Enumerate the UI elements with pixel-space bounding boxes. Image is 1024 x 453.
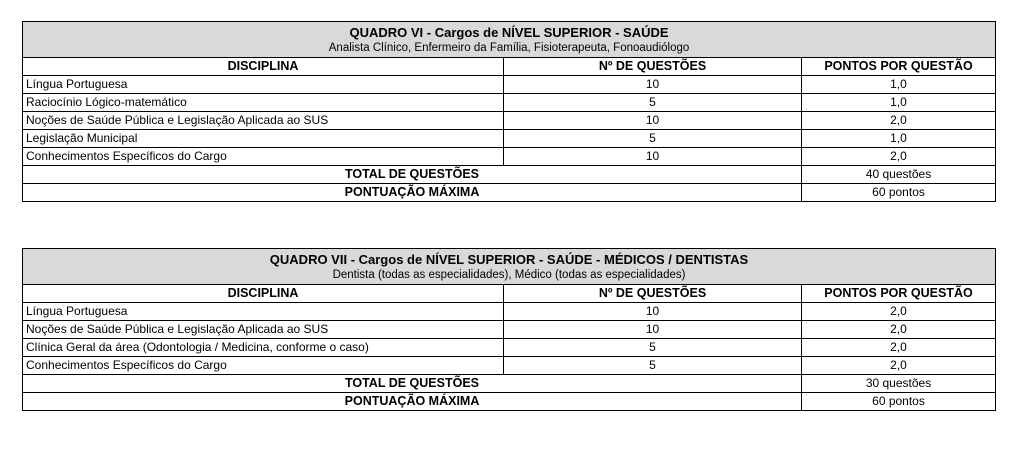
quadro-vii-title-row <box>23 249 996 285</box>
cell-questoes: 5 <box>504 94 802 112</box>
cell-disciplina: Noções de Saúde Pública e Legislação Aplicada ao SUS <box>23 321 504 339</box>
max-value: 60 pontos <box>802 184 996 202</box>
header-questoes: Nº DE QUESTÕES <box>504 285 802 303</box>
quadro-vii-header-row <box>23 285 996 303</box>
max-value: 60 pontos <box>802 393 996 411</box>
max-row <box>23 393 996 411</box>
cell-pontos: 2,0 <box>802 303 996 321</box>
cell-questoes: 10 <box>504 303 802 321</box>
table-row <box>23 357 996 375</box>
header-pontos: PONTOS POR QUESTÃO <box>802 285 996 303</box>
quadro-vii-title-cell <box>23 249 996 285</box>
table-row <box>23 76 996 94</box>
total-value: 40 questões <box>802 166 996 184</box>
quadro-vi-table <box>22 21 996 202</box>
total-value: 30 questões <box>802 375 996 393</box>
table-row <box>23 94 996 112</box>
cell-questoes: 10 <box>504 112 802 130</box>
total-label: TOTAL DE QUESTÕES <box>23 375 802 393</box>
table-row <box>23 339 996 357</box>
quadro-vi-title-cell <box>23 22 996 58</box>
quadro-vi-subtitle: Analista Clínico, Enfermeiro da Família, Fisioterapeuta, Fonoaudiólogo <box>328 41 690 54</box>
max-row <box>23 184 996 202</box>
cell-questoes: 5 <box>504 357 802 375</box>
cell-pontos: 1,0 <box>802 94 996 112</box>
quadro-vii-title: QUADRO VII - Cargos de NÍVEL SUPERIOR - SAÚDE - MÉDICOS / DENTISTAS <box>269 251 749 267</box>
cell-disciplina: Legislação Municipal <box>23 130 504 148</box>
cell-disciplina: Noções de Saúde Pública e Legislação Aplicada ao SUS <box>23 112 504 130</box>
total-label: TOTAL DE QUESTÕES <box>23 166 802 184</box>
cell-questoes: 5 <box>504 130 802 148</box>
cell-pontos: 2,0 <box>802 321 996 339</box>
cell-disciplina: Clínica Geral da área (Odontologia / Medicina, conforme o caso) <box>23 339 504 357</box>
quadro-vii-table <box>22 248 996 411</box>
table-row <box>23 148 996 166</box>
table-row <box>23 112 996 130</box>
cell-pontos: 2,0 <box>802 148 996 166</box>
header-disciplina: DISCIPLINA <box>23 285 504 303</box>
quadro-vii-subtitle: Dentista (todas as especialidades), Médico (todas as especialidades) <box>332 268 686 281</box>
cell-questoes: 10 <box>504 148 802 166</box>
cell-disciplina: Conhecimentos Específicos do Cargo <box>23 357 504 375</box>
table-row <box>23 303 996 321</box>
quadro-vi-header-row <box>23 58 996 76</box>
total-row <box>23 166 996 184</box>
quadro-vi-title-row <box>23 22 996 58</box>
table-row <box>23 130 996 148</box>
header-pontos: PONTOS POR QUESTÃO <box>802 58 996 76</box>
header-disciplina: DISCIPLINA <box>23 58 504 76</box>
cell-pontos: 2,0 <box>802 357 996 375</box>
quadro-vi-title: QUADRO VI - Cargos de NÍVEL SUPERIOR - SAÚDE <box>349 24 669 40</box>
header-questoes: Nº DE QUESTÕES <box>504 58 802 76</box>
cell-questoes: 10 <box>504 76 802 94</box>
cell-pontos: 1,0 <box>802 130 996 148</box>
max-label: PONTUAÇÃO MÁXIMA <box>23 393 802 411</box>
cell-questoes: 5 <box>504 339 802 357</box>
cell-questoes: 10 <box>504 321 802 339</box>
cell-pontos: 2,0 <box>802 112 996 130</box>
cell-disciplina: Língua Portuguesa <box>23 76 504 94</box>
cell-disciplina: Raciocínio Lógico-matemático <box>23 94 504 112</box>
cell-disciplina: Conhecimentos Específicos do Cargo <box>23 148 504 166</box>
table-row <box>23 321 996 339</box>
cell-pontos: 1,0 <box>802 76 996 94</box>
total-row <box>23 375 996 393</box>
cell-disciplina: Língua Portuguesa <box>23 303 504 321</box>
max-label: PONTUAÇÃO MÁXIMA <box>23 184 802 202</box>
cell-pontos: 2,0 <box>802 339 996 357</box>
